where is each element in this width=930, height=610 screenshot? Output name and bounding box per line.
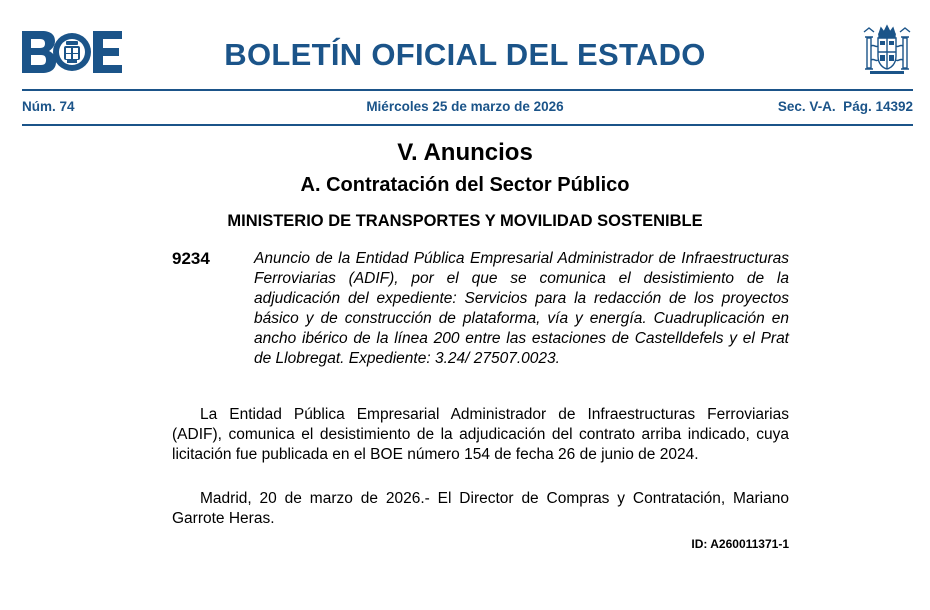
announcement-summary: Anuncio de la Entidad Pública Empresarial Administrador de Infraestructuras Ferroviarias (ADIF), por el que se comunica el desistimiento de la adjudicación del expediente: Servicios para la redacción de los proyectos básico y de construcción de plataforma, vía y energía. Cuadruplicación en ancho ibérico de la línea 200 entre las estaciones de Castelldefels y el Prat de Llobregat. Expediente: 3.24/ 27507.0023.	[254, 250, 789, 367]
subsection-title: A. Contratación del Sector Público	[300, 174, 630, 196]
section-title: V. Anuncios	[397, 139, 533, 166]
coat-of-arms-icon	[862, 24, 912, 76]
header-rule-top	[22, 89, 913, 91]
issue-date: Miércoles 25 de marzo de 2026	[366, 99, 564, 114]
header-rule-bottom	[22, 124, 913, 126]
issue-number: Núm. 74	[22, 99, 75, 114]
announcement-number: 9234	[172, 249, 210, 268]
body-paragraph: La Entidad Pública Empresarial Administrador de Infraestructuras Ferroviarias (ADIF), comunica el desistimiento de la adjudicación del contrato arriba indicado, cuya licitación fue publicada en el BOE número 154 de fecha 26 de junio de 2024.	[172, 406, 789, 463]
ministry-heading: MINISTERIO DE TRANSPORTES Y MOVILIDAD SOSTENIBLE	[227, 212, 703, 230]
signature-paragraph: Madrid, 20 de marzo de 2026.- El Director de Compras y Contratación, Mariano Garrote Heras.	[172, 490, 789, 527]
document-id: ID: A260011371-1	[691, 537, 789, 551]
section-page: Sec. V-A. Pág. 14392	[777, 99, 913, 114]
publication-title: BOLETÍN OFICIAL DEL ESTADO	[224, 37, 706, 72]
